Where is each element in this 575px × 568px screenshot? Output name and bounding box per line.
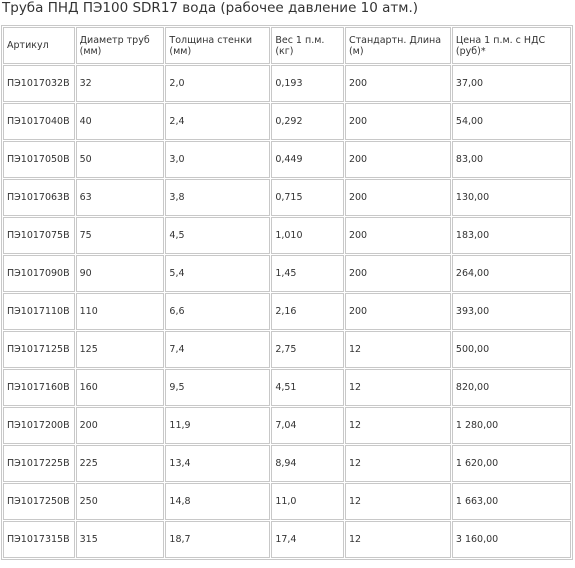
cell-price: 183,00 (452, 217, 571, 254)
cell-standard-length: 200 (345, 179, 451, 216)
table-row (3, 293, 571, 330)
cell-diameter: 125 (76, 331, 165, 368)
cell-diameter: 225 (76, 445, 165, 482)
header-diameter: Диаметр труб (мм) (76, 27, 165, 64)
cell-article: ПЭ1017225В (3, 445, 75, 482)
cell-wall-thickness: 6,6 (165, 293, 270, 330)
cell-weight: 4,51 (271, 369, 344, 406)
cell-wall-thickness: 13,4 (165, 445, 270, 482)
cell-standard-length: 12 (345, 445, 451, 482)
table-header-row (3, 27, 571, 64)
cell-diameter: 250 (76, 483, 165, 520)
table-row (3, 65, 571, 102)
price-table (1, 25, 573, 560)
cell-wall-thickness: 7,4 (165, 331, 270, 368)
cell-weight: 2,75 (271, 331, 344, 368)
cell-wall-thickness: 2,0 (165, 65, 270, 102)
cell-article: ПЭ1017125В (3, 331, 75, 368)
cell-weight: 0,715 (271, 179, 344, 216)
cell-standard-length: 200 (345, 103, 451, 140)
table-row (3, 369, 571, 406)
header-standard-length: Стандартн. Длина (м) (345, 27, 451, 64)
cell-article: ПЭ1017075В (3, 217, 75, 254)
cell-article: ПЭ1017250В (3, 483, 75, 520)
cell-weight: 1,010 (271, 217, 344, 254)
cell-article: ПЭ1017040В (3, 103, 75, 140)
cell-article: ПЭ1017050В (3, 141, 75, 178)
table-row (3, 255, 571, 292)
table-row (3, 103, 571, 140)
table-row (3, 407, 571, 444)
cell-wall-thickness: 5,4 (165, 255, 270, 292)
header-wall-thickness: Толщина стенки (мм) (165, 27, 270, 64)
cell-price: 820,00 (452, 369, 571, 406)
cell-article: ПЭ1017110В (3, 293, 75, 330)
cell-price: 130,00 (452, 179, 571, 216)
cell-wall-thickness: 3,8 (165, 179, 270, 216)
cell-weight: 2,16 (271, 293, 344, 330)
cell-weight: 11,0 (271, 483, 344, 520)
cell-weight: 0,449 (271, 141, 344, 178)
cell-standard-length: 12 (345, 331, 451, 368)
cell-diameter: 160 (76, 369, 165, 406)
cell-wall-thickness: 18,7 (165, 521, 270, 558)
cell-diameter: 63 (76, 179, 165, 216)
cell-diameter: 200 (76, 407, 165, 444)
cell-price: 1 620,00 (452, 445, 571, 482)
header-weight: Вес 1 п.м. (кг) (271, 27, 344, 64)
cell-article: ПЭ1017160В (3, 369, 75, 406)
table-row (3, 445, 571, 482)
cell-diameter: 40 (76, 103, 165, 140)
cell-standard-length: 12 (345, 483, 451, 520)
cell-standard-length: 200 (345, 65, 451, 102)
cell-diameter: 110 (76, 293, 165, 330)
cell-price: 264,00 (452, 255, 571, 292)
header-price: Цена 1 п.м. с НДС (руб)* (452, 27, 571, 64)
cell-standard-length: 200 (345, 255, 451, 292)
cell-weight: 1,45 (271, 255, 344, 292)
cell-diameter: 75 (76, 217, 165, 254)
table-row (3, 331, 571, 368)
cell-weight: 0,193 (271, 65, 344, 102)
cell-wall-thickness: 11,9 (165, 407, 270, 444)
cell-weight: 17,4 (271, 521, 344, 558)
cell-diameter: 50 (76, 141, 165, 178)
cell-standard-length: 200 (345, 217, 451, 254)
cell-standard-length: 200 (345, 141, 451, 178)
cell-price: 1 663,00 (452, 483, 571, 520)
cell-price: 3 160,00 (452, 521, 571, 558)
cell-article: ПЭ1017032В (3, 65, 75, 102)
cell-price: 37,00 (452, 65, 571, 102)
cell-wall-thickness: 3,0 (165, 141, 270, 178)
cell-weight: 7,04 (271, 407, 344, 444)
cell-wall-thickness: 2,4 (165, 103, 270, 140)
cell-standard-length: 12 (345, 521, 451, 558)
cell-article: ПЭ1017090В (3, 255, 75, 292)
header-article: Артикул (3, 27, 75, 64)
cell-standard-length: 200 (345, 293, 451, 330)
cell-price: 393,00 (452, 293, 571, 330)
cell-wall-thickness: 4,5 (165, 217, 270, 254)
cell-diameter: 315 (76, 521, 165, 558)
cell-price: 1 280,00 (452, 407, 571, 444)
table-body (3, 65, 571, 558)
table-row (3, 483, 571, 520)
cell-diameter: 90 (76, 255, 165, 292)
cell-price: 83,00 (452, 141, 571, 178)
table-row (3, 141, 571, 178)
table-row (3, 521, 571, 558)
cell-standard-length: 12 (345, 407, 451, 444)
page-title: Труба ПНД ПЭ100 SDR17 вода (рабочее давление 10 атм.) (2, 0, 419, 16)
cell-price: 54,00 (452, 103, 571, 140)
cell-weight: 8,94 (271, 445, 344, 482)
cell-diameter: 32 (76, 65, 165, 102)
cell-standard-length: 12 (345, 369, 451, 406)
cell-wall-thickness: 14,8 (165, 483, 270, 520)
cell-article: ПЭ1017063В (3, 179, 75, 216)
cell-price: 500,00 (452, 331, 571, 368)
cell-weight: 0,292 (271, 103, 344, 140)
cell-wall-thickness: 9,5 (165, 369, 270, 406)
cell-article: ПЭ1017200В (3, 407, 75, 444)
table-row (3, 179, 571, 216)
cell-article: ПЭ1017315В (3, 521, 75, 558)
table-row (3, 217, 571, 254)
